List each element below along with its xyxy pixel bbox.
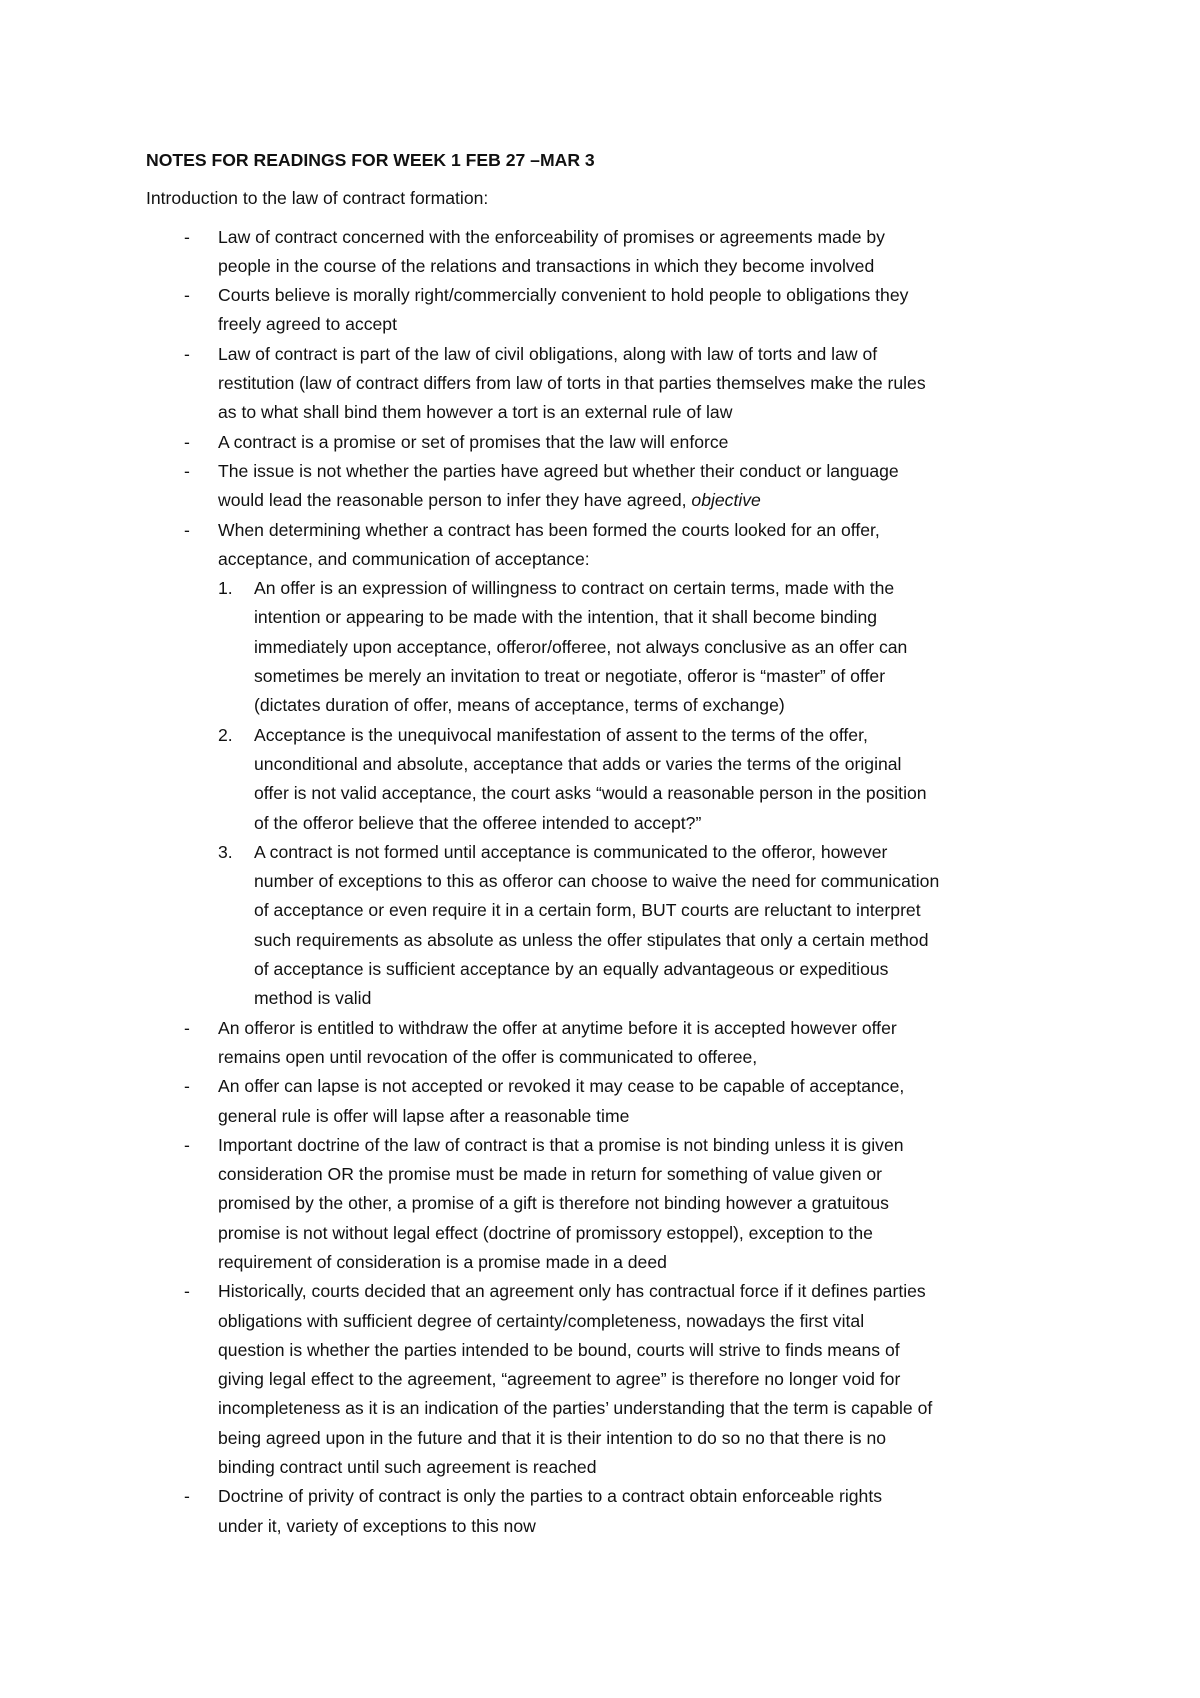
notes-list [146,223,1086,1541]
text-line: Important doctrine of the law of contract is that a promise is not binding unless it is given [218,1134,904,1155]
page-title: NOTES FOR READINGS FOR WEEK 1 FEB 27 –MAR 3 [146,150,595,170]
list-item [146,223,1086,282]
text-line: giving legal effect to the agreement, “agreement to agree” is therefore no longer void for [218,1369,901,1390]
dash-bullet-marker: - [184,1486,190,1507]
list-item [146,1482,1086,1541]
item-number: 1. [218,578,233,599]
text-line: question is whether the parties intended to be bound, courts will strive to finds means of [218,1339,900,1360]
text-line: An offeror is entitled to withdraw the offer at anytime before it is accepted however offer [218,1017,897,1038]
text-line: binding contract until such agreement is reached [218,1457,597,1478]
text-line: Law of contract concerned with the enforceability of promises or agreements made by [218,226,885,247]
text-line: When determining whether a contract has been formed the courts looked for an offer, [218,519,880,540]
list-item [146,428,1086,457]
dash-bullet-marker: - [184,1281,190,1302]
text-line: obligations with sufficient degree of certainty/completeness, nowadays the first vital [218,1310,865,1331]
document-body [146,146,1086,1541]
list-item [146,1014,1086,1073]
dash-bullet-marker: - [184,343,190,364]
text-line: under it, variety of exceptions to this now [218,1515,536,1536]
text-line: Historically, courts decided that an agreement only has contractual force if it defines parties [218,1281,926,1302]
text-line: consideration OR the promise must be made in return for something of value given or [218,1164,883,1185]
text-line: intention or appearing to be made with the intention, that it shall become binding [254,607,878,628]
dash-bullet-marker: - [184,226,190,247]
dash-bullet-marker: - [184,1076,190,1097]
list-item [146,1277,1086,1482]
text-line: method is valid [254,988,372,1009]
emphasis-text: objective [691,490,761,511]
text-line: general rule is offer will lapse after a reasonable time [218,1105,630,1126]
text-line: Doctrine of privity of contract is only the parties to a contract obtain enforceable rights [218,1486,883,1507]
text-line: unconditional and absolute, acceptance that adds or varies the terms of the original [254,753,902,774]
text-line: sometimes be merely an invitation to treat or negotiate, offeror is “master” of offer [254,666,886,687]
text-line: The issue is not whether the parties have agreed but whether their conduct or language [218,460,899,481]
text-line [218,486,1086,515]
item-number: 2. [218,724,233,745]
text-line: as to what shall bind them however a tort is an external rule of law [218,402,733,423]
numbered-item [218,721,1086,838]
text-line: number of exceptions to this as offeror can choose to waive the need for communication [254,871,940,892]
text-line: of the offeror believe that the offeree intended to accept?” [254,812,702,833]
text-line: requirement of consideration is a promise made in a deed [218,1251,667,1272]
text-line: acceptance, and communication of acceptance: [218,548,590,569]
text-line: A contract is not formed until acceptance is communicated to the offeror, however [254,841,888,862]
dash-bullet-marker: - [184,1134,190,1155]
item-number: 3. [218,841,233,862]
text-line: such requirements as absolute as unless the offer stipulates that only a certain method [254,929,929,950]
list-item [146,1131,1086,1277]
list-item [146,281,1086,340]
text-line: An offer can lapse is not accepted or revoked it may cease to be capable of acceptance, [218,1076,905,1097]
dash-bullet-marker: - [184,285,190,306]
text-line: promised by the other, a promise of a gift is therefore not binding however a gratuitous [218,1193,889,1214]
text-line: A contract is a promise or set of promises that the law will enforce [218,431,729,452]
text-fragment: would lead the reasonable person to infer they have agreed, [218,490,692,511]
numbered-list [218,574,1086,1013]
section-heading: Introduction to the law of contract formation: [146,188,489,209]
text-line: freely agreed to accept [218,314,397,335]
text-line: being agreed upon in the future and that it is their intention to do so no that there is no [218,1427,887,1448]
text-line: Courts believe is morally right/commercially convenient to hold people to obligations they [218,285,909,306]
list-item [146,340,1086,428]
text-line: promise is not without legal effect (doctrine of promissory estoppel), exception to the [218,1222,873,1243]
text-line: An offer is an expression of willingness to contract on certain terms, made with the [254,578,895,599]
text-line: of acceptance is sufficient acceptance by an equally advantageous or expeditious [254,959,889,980]
numbered-item [218,838,1086,1014]
list-item [146,516,1086,1014]
dash-bullet-marker: - [184,431,190,452]
text-line: people in the course of the relations and transactions in which they become involved [218,255,875,276]
list-item [146,457,1086,516]
text-line: Law of contract is part of the law of civil obligations, along with law of torts and law of [218,343,878,364]
text-line: offer is not valid acceptance, the court asks “would a reasonable person in the position [254,783,927,804]
text-line: (dictates duration of offer, means of acceptance, terms of exchange) [254,695,785,716]
text-line: immediately upon acceptance, offeror/offeree, not always conclusive as an offer can [254,636,908,657]
text-line: incompleteness as it is an indication of the parties’ understanding that the term is capable of [218,1398,933,1419]
text-line: Acceptance is the unequivocal manifestation of assent to the terms of the offer, [254,724,868,745]
dash-bullet-marker: - [184,519,190,540]
text-line: remains open until revocation of the offer is communicated to offeree, [218,1046,758,1067]
dash-bullet-marker: - [184,1017,190,1038]
dash-bullet-marker: - [184,460,190,481]
numbered-item [218,574,1086,720]
text-line: of acceptance or even require it in a certain form, BUT courts are reluctant to interpret [254,900,921,921]
text-line: restitution (law of contract differs from law of torts in that parties themselves make the rules [218,373,926,394]
bullet-list [146,223,1086,1541]
list-item [146,1072,1086,1131]
